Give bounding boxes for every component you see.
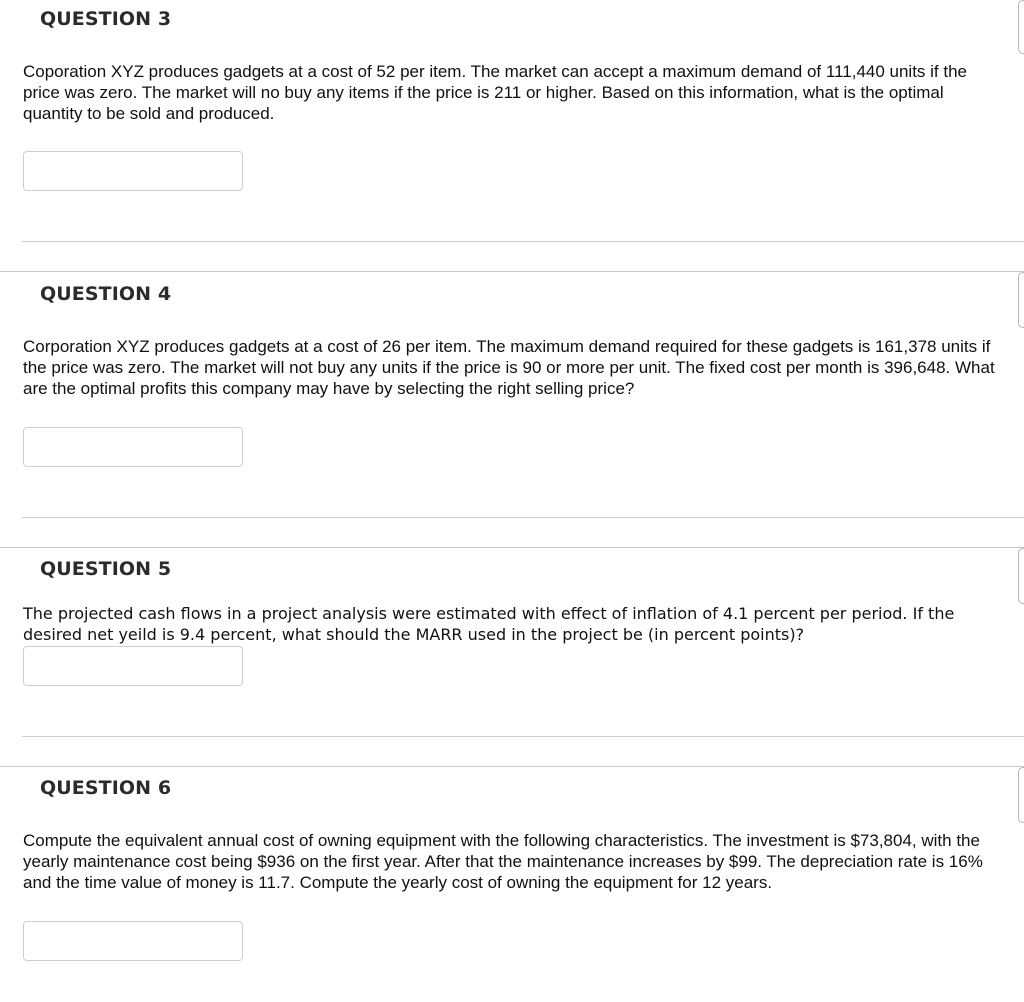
question-6-top-rule: [0, 766, 1024, 767]
question-4-answer-input[interactable]: [23, 427, 243, 467]
question-6-text: Compute the equivalent annual cost of owning equipment with the following characteristics. The investment is $73,804, with the yearly maintenance cost being $936 on the first year. After that the maintenance increases by $99. The depreciation rate is 16% and the time value of money is 11.7. Compute the yearly cost of owning the equipment for 12 years.: [23, 831, 983, 892]
question-5-title: QUESTION 5: [40, 558, 172, 580]
question-4-title: QUESTION 4: [40, 283, 172, 305]
question-3-answer-input[interactable]: [23, 151, 243, 191]
question-3-divider: [22, 241, 1024, 242]
question-5-top-rule: [0, 547, 1024, 548]
question-5-divider: [22, 736, 1024, 737]
question-5-text: The projected cash flows in a project analysis were estimated with effect of inflation of 4.1 percent per period. If the desired net yeild is 9.4 percent, what should the MARR used in the project be (in percent points)?: [23, 604, 955, 644]
question-4-top-rule: [0, 271, 1024, 272]
question-6-edge: [1018, 767, 1024, 823]
question-3-text: Coporation XYZ produces gadgets at a cost of 52 per item. The market can accept a maximum demand of 111,440 units if the price was zero. The market will no buy any items if the price is 211 or higher. Based on this information, what is the optimal quantity to be sold and produced.: [23, 62, 968, 123]
question-6-answer-input[interactable]: [23, 921, 243, 961]
question-6-title: QUESTION 6: [40, 777, 172, 799]
question-4-divider: [22, 517, 1024, 518]
question-4-edge: [1018, 272, 1024, 328]
question-4-text: Corporation XYZ produces gadgets at a cost of 26 per item. The maximum demand required for these gadgets is 161,378 units if the price was zero. The market will not buy any units if the price is 90 or more per unit. The fixed cost per month is 396,648. What are the optimal profits this company may have by selecting the right selling price?: [23, 337, 995, 398]
question-5-edge: [1018, 548, 1024, 604]
question-5-answer-input[interactable]: [23, 646, 243, 686]
question-3-edge: [1018, 0, 1024, 54]
question-3-title: QUESTION 3: [40, 8, 172, 30]
